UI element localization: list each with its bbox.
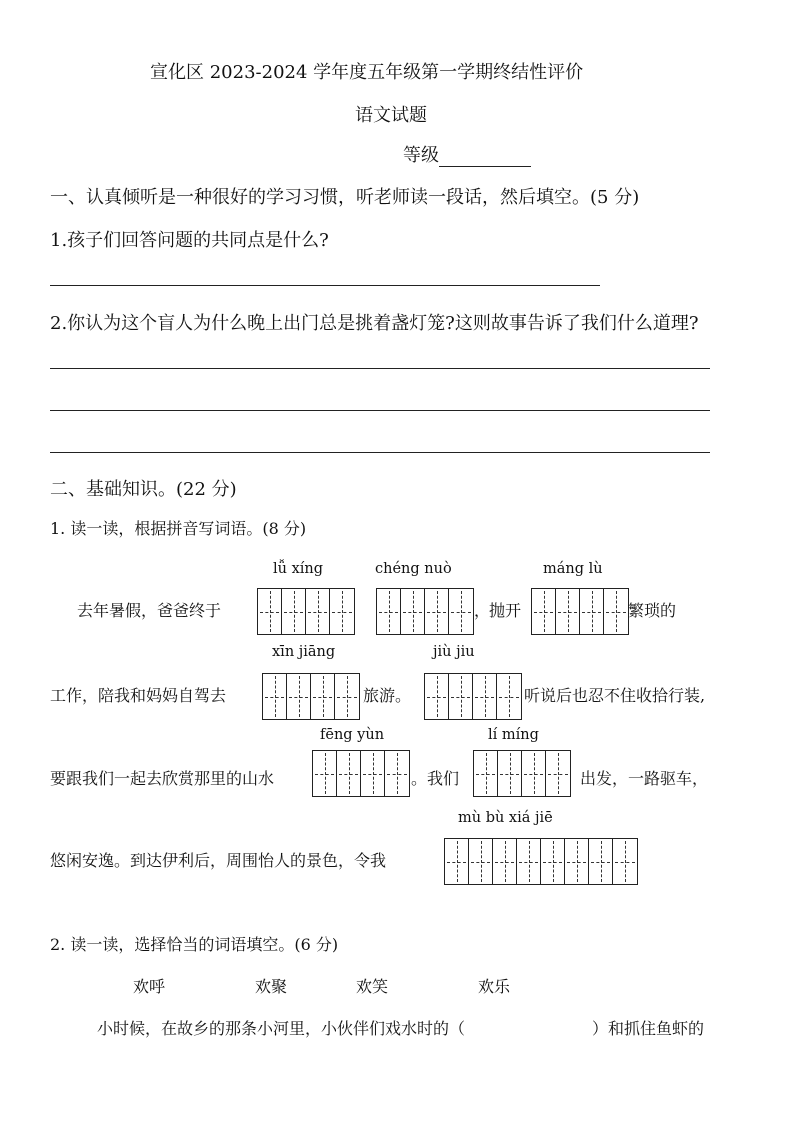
pinyin-label: mù bù xiá jiē (458, 810, 553, 826)
document-subtitle: 语文试题 (355, 105, 427, 126)
answer-line[interactable] (50, 368, 710, 369)
writing-grid-jiujiu[interactable] (424, 673, 522, 720)
passage-text: 抛开 (489, 601, 522, 620)
grid-cell[interactable] (282, 589, 306, 634)
passage-text: 旅游。 (363, 686, 412, 705)
grid-cell[interactable] (613, 839, 637, 884)
pinyin-label: lí míng (488, 727, 539, 743)
section2-q2-prompt: 2. 读一读，选择恰当的词语填空。(6 分) (50, 935, 339, 954)
word-option: 欢呼 (133, 977, 166, 996)
passage-text: 工作，陪我和妈妈自驾去 (50, 686, 227, 705)
sentence-part: ）和抓住鱼虾的 (592, 1019, 705, 1038)
passage-text: 繁琐的 (628, 601, 677, 620)
passage-text: 去年暑假，爸爸终于 (77, 601, 222, 620)
section1-question-1: 1.孩子们回答问题的共同点是什么? (50, 230, 329, 251)
writing-grid-xinjiang[interactable] (262, 673, 360, 720)
passage-text: 听说后也忍不住收拾行装, (524, 686, 706, 705)
passage-text: ， (474, 601, 491, 620)
grid-cell[interactable] (473, 674, 497, 719)
grid-cell[interactable] (532, 589, 556, 634)
word-option: 欢乐 (478, 977, 511, 996)
pinyin-label: máng lù (543, 561, 603, 577)
writing-grid-luxing[interactable] (257, 588, 355, 635)
grid-cell[interactable] (425, 674, 449, 719)
grid-cell[interactable] (401, 589, 425, 634)
grid-cell[interactable] (517, 839, 541, 884)
grid-cell[interactable] (546, 751, 570, 796)
grid-cell[interactable] (497, 674, 521, 719)
pinyin-label: chéng nuò (375, 561, 452, 577)
grade-label: 等级 (403, 145, 439, 166)
grid-cell[interactable] (522, 751, 546, 796)
grid-cell[interactable] (449, 589, 473, 634)
grid-cell[interactable] (449, 674, 473, 719)
answer-line[interactable] (50, 285, 600, 286)
grid-cell[interactable] (263, 674, 287, 719)
pinyin-label: jiù jiu (433, 644, 475, 660)
grid-cell[interactable] (556, 589, 580, 634)
passage-text: 。我们 (411, 769, 460, 788)
passage-text: 悠闲安逸。到达伊利后，周围怡人的景色，令我 (50, 851, 387, 870)
grid-cell[interactable] (306, 589, 330, 634)
grid-cell[interactable] (469, 839, 493, 884)
grid-cell[interactable] (361, 751, 385, 796)
grid-cell[interactable] (425, 589, 449, 634)
writing-grid-fengyun[interactable] (312, 750, 410, 797)
grid-cell[interactable] (258, 589, 282, 634)
section2-q1-prompt: 1. 读一读，根据拼音写词语。(8 分) (50, 519, 307, 538)
grid-cell[interactable] (330, 589, 354, 634)
grid-cell[interactable] (604, 589, 628, 634)
word-option: 欢聚 (255, 977, 288, 996)
grid-cell[interactable] (287, 674, 311, 719)
grid-cell[interactable] (385, 751, 409, 796)
pinyin-label: fēng yùn (320, 727, 385, 743)
sentence-part: 小时候，在故乡的那条小河里，小伙伴们戏水时的（ (97, 1019, 466, 1038)
grid-cell[interactable] (445, 839, 469, 884)
passage-text: 出发，一路驱车， (580, 769, 709, 788)
section2-heading: 二、基础知识。(22 分) (50, 479, 237, 500)
answer-line[interactable] (50, 452, 710, 453)
grade-field (403, 141, 531, 167)
grid-cell[interactable] (565, 839, 589, 884)
word-option: 欢笑 (356, 977, 389, 996)
grid-cell[interactable] (580, 589, 604, 634)
grid-cell[interactable] (541, 839, 565, 884)
answer-line[interactable] (50, 410, 710, 411)
section1-heading: 一、认真倾听是一种很好的学习习惯，听老师读一段话，然后填空。(5 分) (50, 187, 640, 208)
pinyin-label: xīn jiāng (272, 644, 336, 660)
grid-cell[interactable] (589, 839, 613, 884)
passage-text: 要跟我们一起去欣赏那里的山水 (50, 769, 275, 788)
grid-cell[interactable] (313, 751, 337, 796)
grid-cell[interactable] (335, 674, 359, 719)
writing-grid-chengnuo[interactable] (376, 588, 474, 635)
writing-grid-manglu[interactable] (531, 588, 629, 635)
grid-cell[interactable] (474, 751, 498, 796)
writing-grid-mubuxiajie[interactable] (444, 838, 638, 885)
writing-grid-liming[interactable] (473, 750, 571, 797)
document-title: 宣化区 2023-2024 学年度五年级第一学期终结性评价 (150, 62, 584, 83)
pinyin-label: lǚ xíng (273, 561, 324, 577)
grid-cell[interactable] (337, 751, 361, 796)
grid-cell[interactable] (311, 674, 335, 719)
grade-blank[interactable] (439, 150, 531, 167)
grid-cell[interactable] (498, 751, 522, 796)
section1-question-2: 2.你认为这个盲人为什么晚上出门总是挑着盏灯笼?这则故事告诉了我们什么道理? (50, 313, 699, 334)
grid-cell[interactable] (377, 589, 401, 634)
grid-cell[interactable] (493, 839, 517, 884)
